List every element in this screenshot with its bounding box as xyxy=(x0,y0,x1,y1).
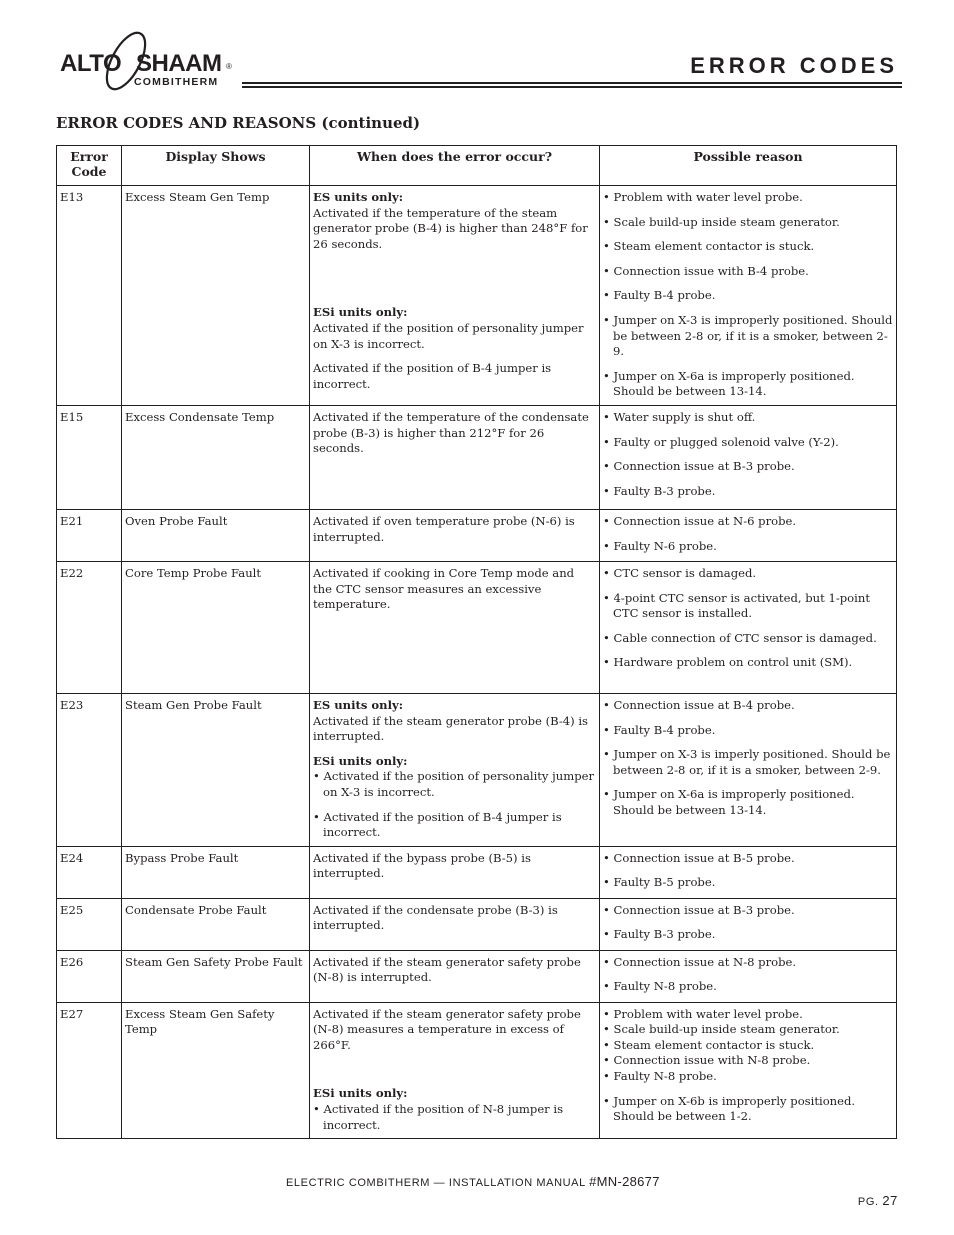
footer-manual-title xyxy=(286,1174,660,1189)
display-shows: Excess Steam Gen Safety Temp xyxy=(122,1002,310,1139)
manual-title: ELECTRIC COMBITHERM — INSTALLATION MANUAL xyxy=(286,1177,586,1189)
reason-item: • Jumper on X-6b is improperly positioned. Should be between 1-2. xyxy=(603,1093,856,1124)
reason-item: • Jumper on X-3 is imperly positioned. Should be between 2-8 or, if it is a smoker, between 2-9. xyxy=(603,747,891,777)
display-shows: Excess Steam Gen Temp xyxy=(122,186,310,406)
reason-item: • 4-point CTC sensor is activated, but 1-point CTC sensor is installed. xyxy=(603,590,870,621)
reason-item: • Connection issue at B-5 probe. xyxy=(603,850,795,865)
when-occurs: Activated if oven temperature probe (N-6) is interrupted. xyxy=(310,509,600,561)
table-row xyxy=(57,509,897,561)
manual-number: #MN-28677 xyxy=(589,1174,660,1189)
error-code: E26 xyxy=(57,950,122,1002)
reason-item: • Steam element contactor is stuck. xyxy=(603,1037,815,1052)
page-title: ERROR CODES xyxy=(690,53,898,78)
when-text: Activated if the temperature of the steam generator probe (B-4) is higher than 248°F for 26 seconds. xyxy=(313,205,588,251)
when-bullet: • Activated if the position of N-8 jumper is incorrect. xyxy=(313,1102,564,1132)
table-row xyxy=(57,186,897,406)
header-display-shows: Display Shows xyxy=(122,146,310,186)
when-text: Activated if the steam generator probe (B-4) is interrupted. xyxy=(313,713,589,744)
error-code: E22 xyxy=(57,561,122,693)
reason-item: • Water supply is shut off. xyxy=(603,409,756,424)
reason-item: • Connection issue at B-4 probe. xyxy=(603,697,795,712)
reason-item: • Connection issue with B-4 probe. xyxy=(603,263,809,278)
reason-item: • Faulty B-4 probe. xyxy=(603,722,716,737)
possible-reasons xyxy=(600,846,897,898)
possible-reasons xyxy=(600,898,897,950)
reason-item: • Faulty B-3 probe. xyxy=(603,927,716,942)
when-occurs xyxy=(310,693,600,846)
reason-item: • Hardware problem on control unit (SM). xyxy=(603,655,853,670)
logo-registered-mark: ® xyxy=(226,62,232,71)
display-shows: Bypass Probe Fault xyxy=(122,846,310,898)
table-row xyxy=(57,846,897,898)
when-occurs: Activated if cooking in Core Temp mode and the CTC sensor measures an excessive temperature. xyxy=(310,561,600,693)
header-rule xyxy=(242,82,902,92)
table-row xyxy=(57,950,897,1002)
when-occurs: Activated if the steam generator safety probe (N-8) is interrupted. xyxy=(310,950,600,1002)
header-possible-reason: Possible reason xyxy=(600,146,897,186)
header-error-code: Error Code xyxy=(57,146,122,186)
table-row xyxy=(57,1002,897,1139)
error-code: E13 xyxy=(57,186,122,406)
reason-item: • Faulty N-6 probe. xyxy=(603,538,717,553)
logo-brand-right: SHAAM xyxy=(136,50,222,77)
page-number: 27 xyxy=(882,1193,898,1208)
reason-item: • Faulty B-3 probe. xyxy=(603,483,716,498)
error-code: E24 xyxy=(57,846,122,898)
when-occurs: Activated if the bypass probe (B-5) is interrupted. xyxy=(310,846,600,898)
reason-item: • Faulty N-8 probe. xyxy=(603,979,717,994)
display-shows: Steam Gen Safety Probe Fault xyxy=(122,950,310,1002)
reason-item: • Scale build-up inside steam generator. xyxy=(603,214,840,229)
reason-item: • Connection issue at N-6 probe. xyxy=(603,513,797,528)
error-codes-table xyxy=(56,145,897,1139)
possible-reasons xyxy=(600,561,897,693)
alto-shaam-logo xyxy=(54,28,244,98)
when-occurs: Activated if the temperature of the condensate probe (B-3) is higher than 212°F for 26 seconds. xyxy=(310,405,600,509)
units-label: ES units only: xyxy=(313,190,404,204)
error-code: E15 xyxy=(57,405,122,509)
table-row xyxy=(57,693,897,846)
reason-item: • Faulty B-5 probe. xyxy=(603,875,716,890)
when-text: Activated if the position of B-4 jumper is incorrect. xyxy=(313,361,552,391)
error-code: E27 xyxy=(57,1002,122,1139)
table-row xyxy=(57,561,897,693)
error-code: E25 xyxy=(57,898,122,950)
reason-item: • Faulty or plugged solenoid valve (Y-2). xyxy=(603,434,839,449)
when-occurs xyxy=(310,186,600,406)
possible-reasons xyxy=(600,405,897,509)
possible-reasons xyxy=(600,509,897,561)
reason-item: • Connection issue at B-3 probe. xyxy=(603,459,795,474)
footer-page xyxy=(858,1193,898,1208)
when-bullet: • Activated if the position of personality jumper on X-3 is incorrect. xyxy=(313,769,595,799)
table-row xyxy=(57,405,897,509)
when-text: Activated if the steam generator safety probe (N-8) measures a temperature in excess of 266°F. xyxy=(313,1006,581,1052)
table-header-row xyxy=(57,146,897,186)
error-code: E23 xyxy=(57,693,122,846)
when-text: Activated if the position of personality jumper on X-3 is incorrect. xyxy=(313,320,584,351)
display-shows: Oven Probe Fault xyxy=(122,509,310,561)
display-shows: Core Temp Probe Fault xyxy=(122,561,310,693)
units-label: ESi units only: xyxy=(313,1086,408,1101)
reason-item: • Scale build-up inside steam generator. xyxy=(603,1022,840,1037)
reason-item: • Problem with water level probe. xyxy=(603,1006,803,1021)
reason-item: • Connection issue with N-8 probe. xyxy=(603,1053,811,1068)
when-bullet: • Activated if the position of B-4 jumper is incorrect. xyxy=(313,809,562,840)
reason-item: • Jumper on X-3 is improperly positioned. Should be between 2-8 or, if it is a smoker, between 2-9. xyxy=(603,312,893,359)
reason-item: • Connection issue at N-8 probe. xyxy=(603,954,797,969)
display-shows: Condensate Probe Fault xyxy=(122,898,310,950)
units-label: ES units only: xyxy=(313,697,404,712)
units-label: ESi units only: xyxy=(313,305,408,320)
logo-brand-left: ALTO xyxy=(60,50,122,77)
reason-item: • Faulty N-8 probe. xyxy=(603,1069,717,1084)
section-heading: ERROR CODES AND REASONS (continued) xyxy=(56,114,421,132)
display-shows: Steam Gen Probe Fault xyxy=(122,693,310,846)
reason-item: • Steam element contactor is stuck. xyxy=(603,239,815,254)
possible-reasons xyxy=(600,186,897,406)
units-label: ESi units only: xyxy=(313,753,408,768)
reason-item: • Connection issue at B-3 probe. xyxy=(603,902,795,917)
when-occurs xyxy=(310,1002,600,1139)
logo-product: COMBITHERM xyxy=(134,76,219,88)
page-label: PG. xyxy=(857,1196,879,1208)
reason-item: • Problem with water level probe. xyxy=(603,190,803,204)
table-row xyxy=(57,898,897,950)
reason-item: • Cable connection of CTC sensor is damaged. xyxy=(603,630,877,645)
reason-item: • Jumper on X-6a is improperly positioned. Should be between 13-14. xyxy=(603,787,855,817)
possible-reasons xyxy=(600,950,897,1002)
display-shows: Excess Condensate Temp xyxy=(122,405,310,509)
possible-reasons xyxy=(600,1002,897,1139)
reason-item: • Faulty B-4 probe. xyxy=(603,288,716,303)
when-occurs: Activated if the condensate probe (B-3) is interrupted. xyxy=(310,898,600,950)
possible-reasons xyxy=(600,693,897,846)
reason-item: • Jumper on X-6a is improperly positioned. Should be between 13-14. xyxy=(603,368,855,399)
header-when-occur: When does the error occur? xyxy=(310,146,600,186)
reason-item: • CTC sensor is damaged. xyxy=(603,565,757,580)
error-code: E21 xyxy=(57,509,122,561)
